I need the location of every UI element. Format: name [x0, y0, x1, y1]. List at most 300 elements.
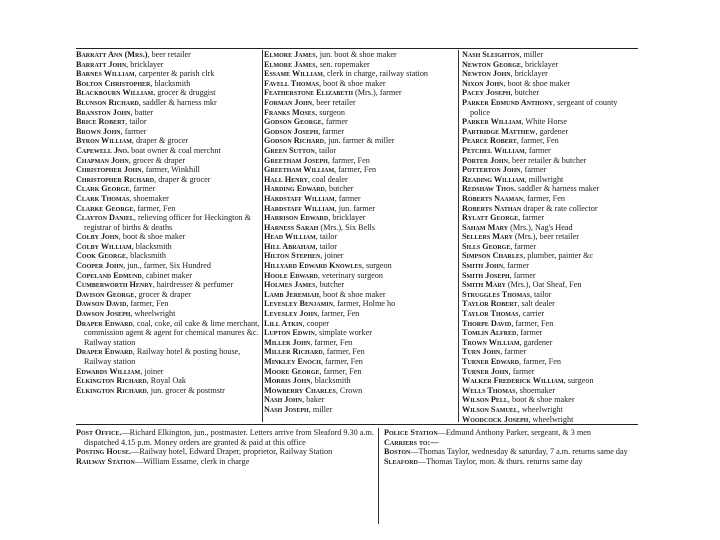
- directory-entry: [76, 280, 262, 290]
- entry-name: Elkington Richard: [76, 376, 147, 386]
- directory-entry: [76, 69, 262, 79]
- entry-description: , tailor: [529, 289, 552, 299]
- entry-description: , joiner: [320, 251, 344, 261]
- entry-description: , plumber, painter &c: [523, 251, 594, 261]
- entry-name: Featherstone Elizabeth: [264, 88, 353, 98]
- entry-description: , carrier: [518, 309, 545, 319]
- directory-entry: [76, 175, 262, 185]
- entry-description: , butcher: [315, 280, 345, 290]
- entry-name: Saham Mary: [462, 222, 509, 232]
- entry-name: Branston John: [76, 107, 131, 117]
- directory-entry: [264, 213, 454, 223]
- directory-entry: [264, 395, 454, 405]
- entry-name: Lill Atkin: [264, 318, 303, 328]
- note-text: —Richard Elkington, jun., postmaster. Letters arrive from Sleaford 9.30 a.m. dispatched 4.15 p.m. Money orders are granted & paid at this office: [84, 428, 374, 447]
- entry-name: Chapman John: [76, 155, 129, 165]
- entry-name: Barratt Ann (Mrs.): [76, 50, 148, 59]
- directory-entry: [76, 242, 262, 252]
- directory-entry: [462, 223, 638, 233]
- entry-name: Morris John: [264, 376, 311, 386]
- directory-entry: [264, 280, 454, 290]
- entry-name: Nash Sleighton: [462, 50, 520, 59]
- directory-entry: [264, 223, 454, 233]
- directory-entry: [264, 136, 454, 146]
- entry-description: , farmer: [510, 241, 537, 251]
- entry-name: Hoole Edward: [264, 270, 318, 280]
- entry-description: , tailor: [315, 232, 338, 242]
- directory-entry: [76, 376, 262, 386]
- entry-name: Cooper John: [76, 261, 124, 271]
- note-heading: Post Office.: [76, 428, 122, 437]
- entry-description: , farmer, Fen: [317, 309, 360, 319]
- entry-description: , farmer, Holme ho: [332, 299, 396, 309]
- directory-entry: [462, 357, 638, 367]
- entry-description: , boot & shoe maker: [118, 232, 186, 242]
- entry-name: Elkington Richard: [76, 385, 147, 395]
- directory-entry: [264, 251, 454, 261]
- entry-name: Smith Mary: [462, 280, 506, 290]
- entry-description: , farmer, Winkhill: [141, 165, 200, 175]
- directory-entry: [462, 251, 638, 261]
- entry-name: Franks Moses: [264, 107, 316, 117]
- entry-description: , jun. farmer: [334, 203, 376, 213]
- directory-entry: [76, 290, 262, 300]
- entry-name: Cook George: [76, 251, 126, 261]
- directory-entry: [76, 299, 262, 309]
- entry-description: (Mrs.), Nag's Head: [508, 222, 573, 232]
- entry-name: Turner Edward: [462, 357, 519, 366]
- footer-divider: [378, 428, 379, 524]
- entry-name: Harness Sarah: [264, 222, 319, 232]
- entry-description: , farmer: [500, 347, 527, 357]
- entry-description: , coal, coke, oil cake & lime merchant, commission agent & agent for chemical manures &c. Railway station: [84, 318, 260, 347]
- entry-name: Wilson Samuel: [462, 404, 518, 414]
- entry-description: , farmer, Fen: [516, 136, 559, 146]
- directory-entry: [462, 175, 638, 185]
- entry-description: , bricklayer: [328, 213, 366, 223]
- entry-description: , jun. farmer & miller: [324, 136, 395, 146]
- entry-description: , hairdresser & perfumer: [152, 280, 234, 290]
- entry-description: , jun. grocer & postmstr: [146, 385, 225, 395]
- entry-description: , White Horse: [521, 117, 567, 127]
- entry-name: Clark George: [76, 184, 130, 194]
- directory-entry: [76, 309, 262, 319]
- entry-description: , Royal Oak: [146, 376, 186, 386]
- entry-name: Blackbourn William: [76, 88, 154, 98]
- footer-note: [384, 438, 638, 448]
- note-heading: Police Station: [384, 428, 438, 437]
- directory-entry: [462, 405, 638, 415]
- entry-name: Partridge Matthew: [462, 126, 536, 136]
- entry-name: Dawson David: [76, 299, 127, 309]
- entry-description: , surgeon: [563, 376, 594, 386]
- footer-note: [76, 447, 376, 457]
- column-2: [264, 50, 454, 415]
- entry-description: , clerk in charge, railway station: [322, 69, 429, 79]
- entry-name: Woodcock Joseph: [462, 414, 529, 424]
- entry-name: Lupton Edwin: [264, 328, 315, 338]
- entry-description: , blacksmith: [310, 376, 351, 386]
- directory-entry: [462, 194, 638, 204]
- directory-entry: [264, 50, 454, 60]
- directory-entry: [462, 204, 638, 214]
- entry-description: , simplate worker: [314, 328, 372, 338]
- entry-description: , farmer, Fen: [327, 155, 370, 165]
- directory-entry: [76, 194, 262, 204]
- entry-description: , cooper: [302, 318, 330, 328]
- entry-name: Smith Joseph: [462, 270, 510, 280]
- directory-entry: [462, 136, 638, 146]
- directory-entry: [264, 184, 454, 194]
- entry-name: Simpson Charles: [462, 251, 524, 261]
- directory-entry: [76, 367, 262, 377]
- entry-description: , wheelwright: [517, 404, 563, 414]
- entry-description: , tailor: [125, 117, 147, 127]
- entry-name: Capewell Jno.: [76, 145, 130, 155]
- entry-description: , blacksmith: [131, 241, 172, 251]
- entry-description: saddler & harness maker: [516, 184, 600, 194]
- directory-entry: [462, 79, 638, 89]
- directory-entry: [462, 146, 638, 156]
- note-heading: Railway Station: [76, 456, 135, 466]
- entry-description: , farmer: [509, 270, 536, 280]
- entry-name: Nash Joseph: [264, 404, 309, 414]
- directory-entry: [462, 117, 638, 127]
- directory-entry: [264, 328, 454, 338]
- directory-entry: [264, 242, 454, 252]
- directory-entry: [264, 309, 454, 319]
- footer-note: [384, 428, 638, 438]
- entry-description: , farmer, Fen: [523, 193, 565, 203]
- directory-entry: [76, 136, 262, 146]
- entry-description: , surgeon: [315, 107, 345, 117]
- directory-entry: [462, 88, 638, 98]
- directory-entry: [462, 213, 638, 223]
- directory-entry: [76, 156, 262, 166]
- directory-entry: [76, 98, 262, 108]
- entry-description: , farmer, Fen: [334, 165, 377, 175]
- footer-note: [76, 428, 376, 447]
- directory-entry: [76, 232, 262, 242]
- directory-entry: [462, 338, 638, 348]
- entry-description: (Mrs.), farmer: [352, 88, 402, 98]
- entry-name: Levesley John: [264, 309, 318, 319]
- entry-name: Minkley Enoch: [264, 357, 321, 366]
- entry-name: Moore George: [264, 366, 320, 376]
- entry-name: Dawson Joseph: [76, 309, 131, 319]
- entry-description: , draper & grocer: [131, 136, 189, 146]
- entry-name: Colby John: [76, 232, 119, 242]
- entry-name: Walker Frederick William: [462, 376, 564, 386]
- entry-description: , sen. ropemaker: [315, 59, 370, 69]
- note-text: —Edmund Anthony Parker, sergeant, & 3 men: [437, 428, 591, 437]
- entry-description: , tailor: [314, 145, 337, 155]
- footer-left: [76, 428, 376, 466]
- entry-name: Taylor Thomas: [462, 309, 519, 319]
- entry-name: Cumberworth Henry: [76, 280, 153, 290]
- top-rule: [76, 48, 638, 49]
- entry-name: Levesley Benjamin: [264, 299, 333, 309]
- directory-entry: [462, 184, 638, 194]
- directory-entry: [264, 386, 454, 396]
- entry-name: Struggles Thomas: [462, 289, 530, 299]
- directory-entry: [76, 165, 262, 175]
- entry-name: Holmes James: [264, 280, 316, 290]
- directory-entry: [462, 242, 638, 252]
- entry-description: , farmer, Fen: [310, 337, 353, 347]
- directory-entry: [462, 386, 638, 396]
- directory-entry: [462, 395, 638, 405]
- entry-name: Barratt John: [76, 59, 127, 69]
- directory-entry: [76, 108, 262, 118]
- entry-description: , cabinet maker: [141, 270, 193, 280]
- directory-entry: [462, 328, 638, 338]
- directory-entry: [76, 319, 262, 348]
- entry-name: Christopher John: [76, 165, 142, 175]
- directory-entry: [76, 127, 262, 137]
- entry-name: Roberts Naaman: [462, 193, 523, 203]
- entry-name: Smith John: [462, 261, 504, 271]
- directory-entry: [264, 204, 454, 214]
- entry-description: , farmer: [520, 165, 547, 175]
- entry-description: , coal dealer: [307, 174, 348, 184]
- entry-description: , grocer & druggist: [153, 88, 216, 98]
- directory-entry: [264, 88, 454, 98]
- footer-note: [76, 457, 376, 467]
- entry-name: Trown William: [462, 337, 520, 347]
- entry-description: , grocer & draper: [128, 155, 186, 165]
- note-text: —William Essame, clerk in charge: [134, 456, 250, 466]
- entry-description: , grocer & draper: [134, 289, 191, 299]
- entry-name: Blunson Richard: [76, 97, 139, 107]
- entry-description: , joiner: [140, 366, 164, 376]
- entry-name: Turn John: [462, 347, 501, 357]
- column-3: [462, 50, 638, 424]
- entry-name: Elmore James: [264, 50, 316, 59]
- entry-name: Green Sutton: [264, 145, 315, 155]
- directory-entry: [76, 213, 262, 232]
- entry-description: , beer retailer: [312, 97, 356, 107]
- directory-entry: [264, 79, 454, 89]
- directory-entry: [462, 271, 638, 281]
- entry-description: , salt dealer: [517, 299, 555, 309]
- directory-entry: [462, 261, 638, 271]
- entry-name: Tomlin Alfred: [462, 328, 517, 338]
- directory-entry: [264, 69, 454, 79]
- entry-name: Draper Edward: [76, 347, 133, 357]
- entry-description: , farmer: [334, 193, 361, 203]
- directory-entry: [462, 232, 638, 242]
- directory-entry: [462, 415, 638, 425]
- entry-name: Parker William: [462, 117, 522, 127]
- directory-entry: [76, 261, 262, 271]
- note-heading: Carriers to:—: [384, 437, 439, 447]
- entry-description: , relieving officer for Heckington & registrar of births & deaths: [84, 213, 252, 232]
- entry-name: Colby William: [76, 241, 132, 251]
- directory-entry: [264, 347, 454, 357]
- footer-right: [384, 428, 638, 466]
- directory-entry: [76, 251, 262, 261]
- entry-description: , farmer, Fen: [133, 203, 176, 213]
- footer-note: [384, 447, 638, 457]
- entry-description: , bricklayer: [126, 59, 164, 69]
- entry-name: Wells Thomas: [462, 385, 516, 395]
- directory-entry: [462, 319, 638, 329]
- entry-description: (Mrs.), beer retailer: [512, 232, 579, 242]
- entry-name: Brice Robert: [76, 117, 126, 127]
- entry-name: Potterton John: [462, 165, 521, 175]
- entry-name: Porter John: [462, 155, 508, 165]
- entry-name: Hardstaff William: [264, 203, 335, 213]
- entry-description: , boot & shoe maker: [318, 289, 386, 299]
- directory-entry: [462, 367, 638, 377]
- entry-description: , miller: [308, 404, 333, 414]
- entry-name: Reading William: [462, 174, 525, 184]
- entry-description: , boot & shoe maker: [503, 78, 571, 88]
- directory-entry: [462, 165, 638, 175]
- note-heading: Boston: [384, 447, 411, 457]
- directory-entry: [264, 261, 454, 271]
- entry-name: Christopher Richard: [76, 174, 155, 184]
- directory-entry: [264, 232, 454, 242]
- entry-description: , jun. boot & shoe maker: [315, 50, 397, 59]
- entry-name: Essame William: [264, 69, 323, 79]
- directory-entry: [462, 69, 638, 79]
- entry-name: Thorpe David: [462, 318, 512, 328]
- entry-description: , farmer: [321, 117, 348, 127]
- entry-name: Clark Thomas: [76, 193, 130, 203]
- directory-entry: [462, 156, 638, 166]
- entry-description: , butcher: [510, 88, 540, 98]
- directory-entry: [264, 299, 454, 309]
- entry-name: Favell Thomas: [264, 78, 319, 88]
- entry-description: , baker: [302, 395, 325, 405]
- directory-entry: [264, 319, 454, 329]
- entry-description: , boot & shoe maker: [318, 78, 386, 88]
- entry-name: Byron William: [76, 136, 132, 146]
- directory-entry: [264, 98, 454, 108]
- entry-name: Nixon John: [462, 78, 504, 88]
- directory-entry: [264, 165, 454, 175]
- entry-name: Forman John: [264, 97, 313, 107]
- entry-name: Draper Edward: [76, 318, 133, 328]
- directory-entry: [462, 50, 638, 60]
- note-text: —Thomas Taylor, wednesday & saturday, 7 a.m. returns same day: [410, 447, 628, 457]
- entry-name: Turner John: [462, 366, 509, 376]
- entry-description: , farmer: [503, 261, 529, 271]
- entry-description: , sergeant of county police: [470, 97, 618, 117]
- entry-description: , saddler & harness mkr: [138, 97, 217, 107]
- directory-entry: [76, 88, 262, 98]
- entry-description: , draper & grocer: [154, 174, 211, 184]
- entry-description: , jun., farmer, Six Hundred: [123, 261, 211, 271]
- entry-name: Godson George: [264, 117, 322, 127]
- entry-name: Bolton Christopher: [76, 78, 151, 88]
- entry-description: , batter: [130, 107, 154, 117]
- directory-entry: [76, 386, 262, 396]
- entry-name: Harrison Edward: [264, 213, 329, 223]
- directory-entry: [462, 98, 638, 117]
- directory-entry: [76, 117, 262, 127]
- column-1: [76, 50, 262, 395]
- column-divider: [262, 50, 263, 422]
- entry-name: Roberts Nathan: [462, 203, 522, 213]
- entry-description: , gardener: [519, 337, 553, 347]
- directory-entry: [76, 184, 262, 194]
- entry-description: , blacksmith: [126, 251, 167, 261]
- entry-name: Pacey Joseph: [462, 88, 511, 98]
- entry-description: , millwright: [524, 174, 564, 184]
- directory-entry: [462, 347, 638, 357]
- directory-entry: [462, 376, 638, 386]
- entry-name: Clayton Daniel: [76, 213, 134, 223]
- entry-name: Miller Richard: [264, 347, 323, 357]
- entry-description: , miller: [519, 50, 544, 59]
- entry-name: Davison George: [76, 289, 135, 299]
- entry-name: Greetham Joseph: [264, 155, 328, 165]
- entry-description: , surgeon: [361, 261, 392, 271]
- footer-rule: [76, 424, 638, 425]
- entry-name: Mowberry Charles: [264, 385, 336, 395]
- entry-name: Head William: [264, 232, 316, 242]
- entry-description: (Mrs.), Oat Sheaf, Fen: [505, 280, 582, 290]
- entry-description: , shoemaker: [515, 385, 556, 395]
- entry-description: , gardener: [535, 126, 569, 136]
- entry-name: Petchel William: [462, 145, 525, 155]
- directory-entry: [264, 156, 454, 166]
- entry-description: , farmer, Fen: [320, 357, 363, 366]
- directory-entry: [76, 79, 262, 89]
- entry-name: Copeland Edmund: [76, 270, 142, 280]
- directory-entry: [264, 194, 454, 204]
- entry-description: , bricklayer: [510, 69, 548, 79]
- entry-name: Clarke George: [76, 203, 134, 213]
- entry-description: , farmer: [524, 145, 551, 155]
- entry-name: Hill Abraham: [264, 241, 316, 251]
- entry-name: Pearce Robert: [462, 136, 517, 146]
- entry-name: Miller John: [264, 337, 311, 347]
- entry-description: , wheelwright: [130, 309, 176, 319]
- directory-entry: [76, 347, 262, 366]
- directory-entry: [264, 60, 454, 70]
- entry-name: Wilson Pell: [462, 395, 508, 405]
- entry-description: , tailor: [315, 241, 337, 251]
- note-heading: Posting House.: [76, 447, 132, 457]
- directory-entry: [264, 117, 454, 127]
- directory-entry: [264, 376, 454, 386]
- entry-name: Parker Edmund Anthony: [462, 97, 554, 107]
- directory-entry: [264, 338, 454, 348]
- entry-name: Godson Richard: [264, 136, 324, 146]
- entry-description: , Crown: [335, 385, 363, 395]
- entry-name: Redshaw Thos.: [462, 184, 516, 194]
- entry-description: , shoemaker: [129, 193, 169, 203]
- entry-name: Godson Joseph: [264, 126, 319, 136]
- entry-name: Greetham William: [264, 165, 335, 175]
- directory-entry: [264, 108, 454, 118]
- entry-description: , blacksmith: [150, 78, 191, 88]
- note-text: —Railway hotel, Edward Draper, proprietor, Railway Station: [131, 447, 333, 457]
- entry-description: , beer retailer: [147, 50, 191, 59]
- footer-note: [384, 457, 638, 467]
- entry-description: , farmer: [129, 184, 156, 194]
- directory-entry: [264, 367, 454, 377]
- entry-name: Hillyard Edward Knowles: [264, 261, 362, 271]
- entry-description: , farmer, Fen: [319, 366, 362, 376]
- note-text: —Thomas Taylor, mon. & thurs. returns same day: [417, 456, 583, 466]
- entry-description: , Railway hotel & posting house, Railway station: [84, 347, 241, 366]
- directory-entry: [76, 50, 262, 60]
